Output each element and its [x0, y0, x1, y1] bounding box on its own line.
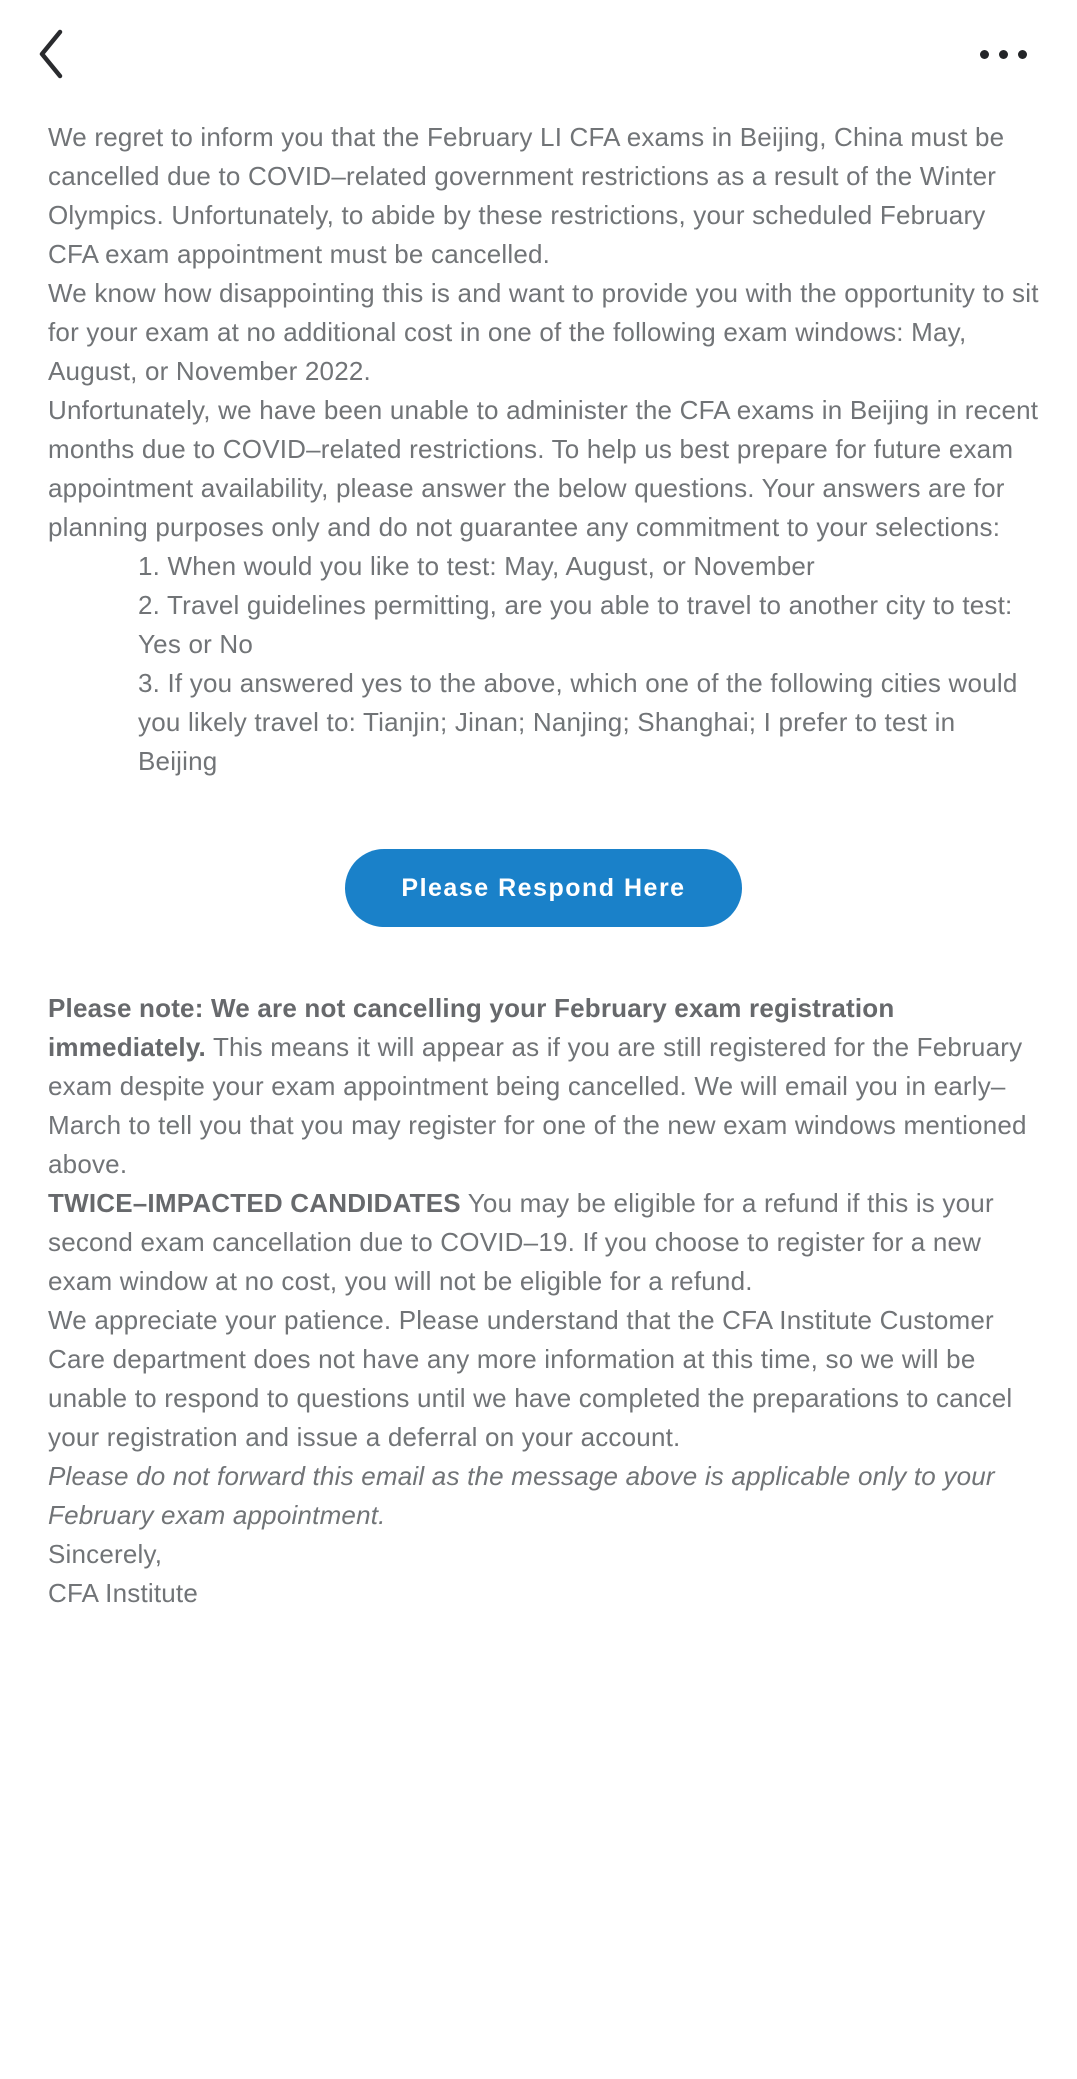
paragraph-patience: We appreciate your patience. Please understand that the CFA Institute Customer Care department does not have any more information at this time, so we will be unable to respond to questions until we have completed the preparations to cancel your registration and issue a deferral on your account.	[48, 1305, 1013, 1452]
paragraph-questions-intro: Unfortunately, we have been unable to administer the CFA exams in Beijing in recent months due to COVID–related restrictions. To help us best prepare for future exam appointment availability, please answer the below questions. Your answers are for planning purposes only and do not guarantee any commitment to your selections:	[48, 395, 1039, 542]
email-toolbar	[0, 0, 1077, 108]
paragraph-twice-impacted	[48, 1184, 1039, 1301]
email-body	[0, 108, 1077, 1613]
question-item-1: 1. When would you like to test: May, August, or November	[138, 551, 815, 581]
chevron-left-icon	[36, 28, 66, 80]
paragraph-cancellation: We regret to inform you that the February LI CFA exams in Beijing, China must be cancelled due to COVID–related government restrictions as a result of the Winter Olympics. Unfortunately, to abide by these restrictions, your scheduled February CFA exam appointment must be cancelled.	[48, 122, 1005, 269]
respond-button-row	[48, 849, 1039, 927]
signature-closing: Sincerely,	[48, 1539, 163, 1569]
questions-list	[48, 547, 1039, 781]
twice-impacted-text: You may be eligible for a refund if this is your second exam cancellation due to COVID–19. If you choose to register for a new exam window at no cost, you will not be eligible for a refund.	[48, 1188, 994, 1296]
respond-button[interactable]: Please Respond Here	[345, 849, 741, 927]
back-button[interactable]	[30, 22, 72, 86]
question-item-3: 3. If you answered yes to the above, which one of the following cities would you likely travel to: Tianjin; Jinan; Nanjing; Shanghai; I prefer to test in Beijing	[138, 668, 1018, 776]
twice-impacted-heading: TWICE–IMPACTED CANDIDATES	[48, 1188, 461, 1218]
paragraph-opportunity: We know how disappointing this is and want to provide you with the opportunity to sit for your exam at no additional cost in one of the following exam windows: May, August, or November 2022.	[48, 278, 1039, 386]
paragraph-disclaimer: Please do not forward this email as the message above is applicable only to your February exam appointment.	[48, 1461, 995, 1530]
ellipsis-icon	[980, 50, 1027, 59]
note-bold-text: Please note: We are not cancelling your February exam registration immediately.	[48, 993, 895, 1062]
note-regular-text: This means it will appear as if you are still registered for the February exam despite your exam appointment being cancelled. We will email you in early–March to tell you that you may register for one of the new exam windows mentioned above.	[48, 1032, 1027, 1179]
paragraph-note	[48, 989, 1039, 1184]
signature-name: CFA Institute	[48, 1578, 199, 1608]
question-item-2: 2. Travel guidelines permitting, are you able to travel to another city to test: Yes or No	[138, 590, 1013, 659]
more-options-button[interactable]	[974, 44, 1033, 65]
